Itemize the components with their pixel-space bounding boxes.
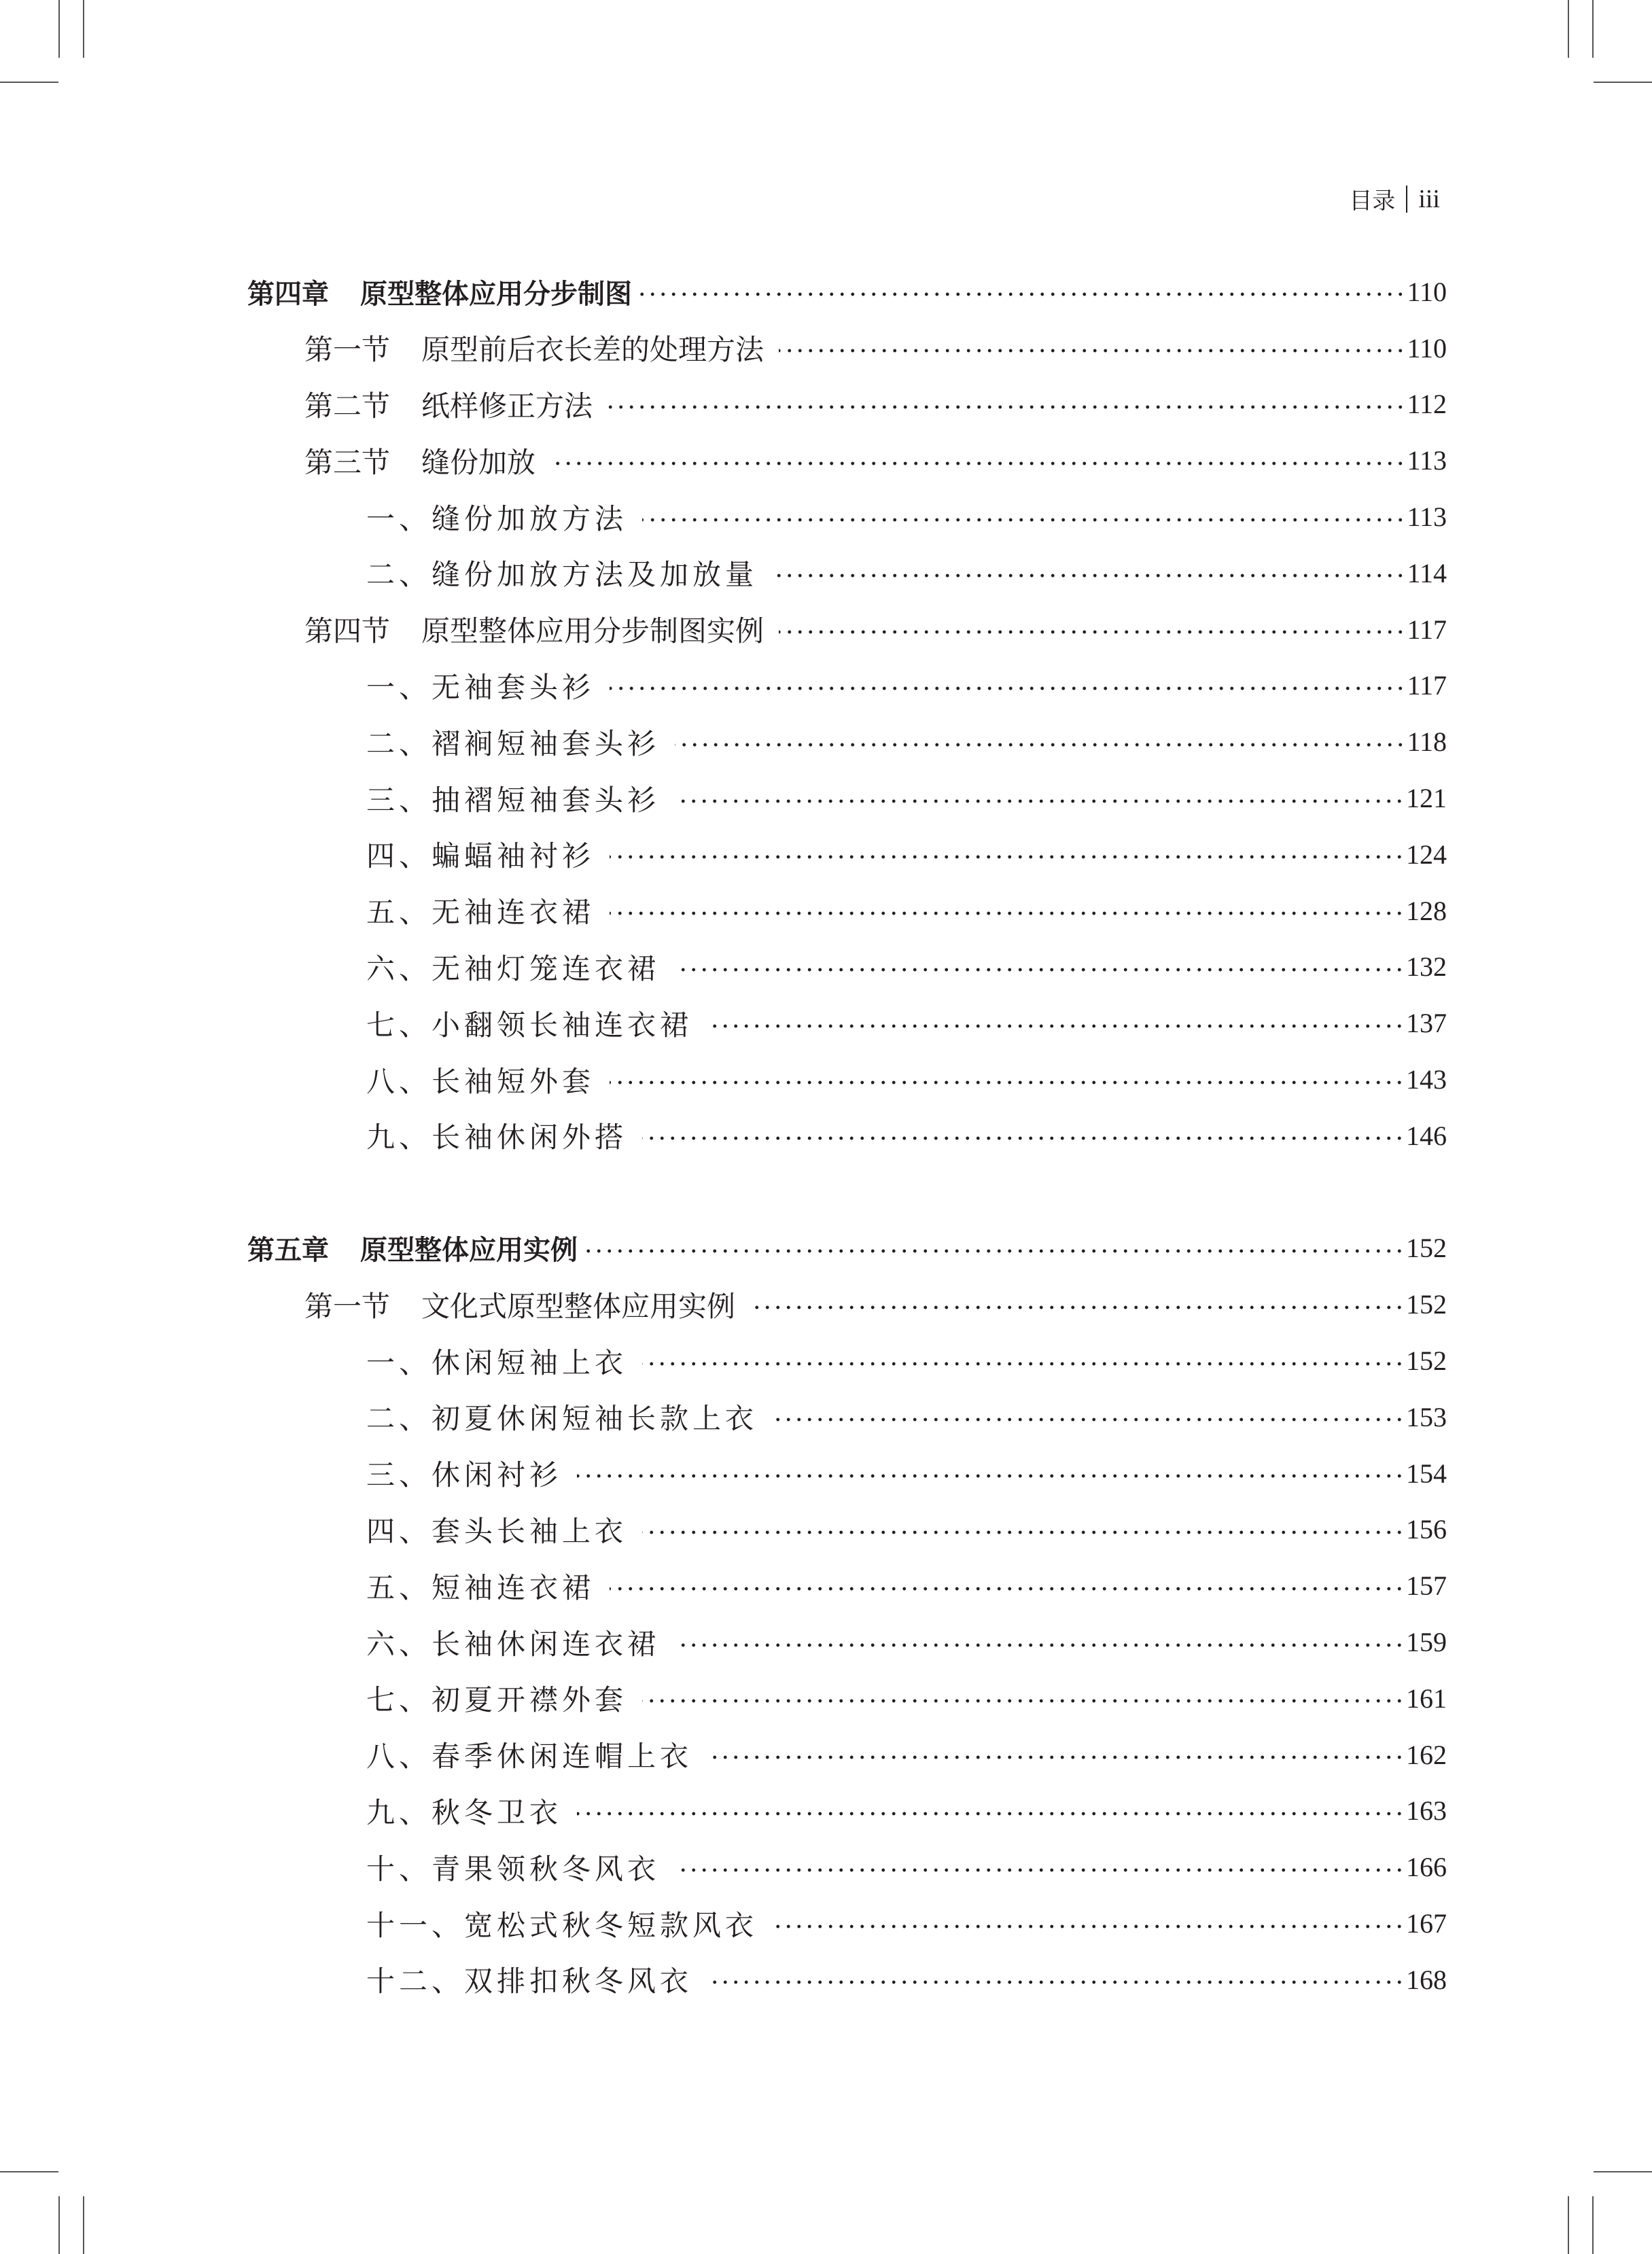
toc-entry-page: 128 — [1406, 895, 1447, 926]
toc-entry-title: 春季休闲连帽上衣 — [432, 1740, 693, 1774]
toc-entry-page: 117 — [1407, 670, 1447, 701]
toc-entry-number: 一、 — [366, 1345, 432, 1379]
toc-entry-page: 157 — [1406, 1570, 1447, 1602]
toc-item-entry[interactable] — [247, 1389, 1447, 1445]
chapter-gap — [247, 1164, 1447, 1220]
toc-entry-number: 三、 — [366, 1458, 432, 1492]
toc-item-entry[interactable] — [247, 1445, 1447, 1502]
dot-leader — [675, 1642, 1405, 1648]
toc-entry-number: 七、 — [366, 1683, 432, 1717]
toc-entry-number: 十、 — [366, 1852, 432, 1886]
toc-item-entry[interactable] — [247, 770, 1447, 826]
toc-entry-title: 缝份加放 — [421, 445, 536, 479]
toc-entry-page: 166 — [1406, 1852, 1447, 1883]
dot-leader — [707, 1979, 1405, 1985]
toc-item-entry[interactable] — [247, 1670, 1447, 1727]
toc-entry-title: 抽褶短袖套头衫 — [432, 783, 661, 817]
toc-entry-number: 二、 — [366, 1402, 432, 1436]
toc-entry-page: 168 — [1406, 1964, 1447, 1995]
toc-entry-number: 七、 — [366, 1008, 432, 1042]
toc-entry-page: 132 — [1406, 951, 1447, 983]
dot-leader — [773, 1924, 1405, 1929]
toc-entry-title: 无袖套头衫 — [432, 670, 595, 704]
toc-entry-number: 五、 — [366, 1570, 432, 1604]
toc-entry-page: 124 — [1406, 839, 1447, 870]
toc-entry-title: 长袖休闲连衣裙 — [432, 1627, 661, 1661]
toc-entry-title: 纸样修正方法 — [421, 389, 593, 423]
toc-entry-number: 六、 — [366, 1627, 432, 1661]
dot-leader — [675, 967, 1405, 972]
toc-item-entry[interactable] — [247, 1333, 1447, 1389]
toc-entry-number: 四、 — [366, 1514, 432, 1548]
toc-entry-page: 159 — [1406, 1627, 1447, 1658]
toc-entry-page: 110 — [1407, 332, 1447, 364]
toc-entry-page: 167 — [1406, 1908, 1447, 1939]
toc-item-entry[interactable] — [247, 1839, 1447, 1895]
toc-entry-number: 十一、 — [366, 1908, 465, 1942]
toc-entry-title: 初夏休闲短袖长款上衣 — [432, 1402, 758, 1436]
toc-entry-page: 118 — [1407, 726, 1447, 758]
toc-entry-title: 青果领秋冬风衣 — [432, 1852, 661, 1886]
toc-entry-page: 121 — [1406, 783, 1447, 814]
dot-leader — [707, 1755, 1405, 1760]
toc-chapter-entry[interactable] — [247, 264, 1447, 320]
toc-entry-number: 十二、 — [366, 1965, 465, 1998]
toc-entry-number: 第四节 — [304, 614, 391, 648]
dot-leader — [608, 404, 1405, 410]
toc-item-entry[interactable] — [247, 658, 1447, 714]
header-divider — [1406, 186, 1407, 213]
dot-leader — [675, 798, 1405, 804]
running-header — [1349, 182, 1440, 215]
toc-section-entry[interactable] — [247, 601, 1447, 658]
dot-leader — [642, 517, 1405, 523]
toc-item-entry[interactable] — [247, 1783, 1447, 1839]
toc-entry-page: 163 — [1406, 1795, 1447, 1827]
toc-entry-page: 113 — [1407, 501, 1447, 533]
dot-leader — [550, 461, 1405, 466]
toc-entry-number: 四、 — [366, 839, 432, 873]
toc-entry-page: 114 — [1407, 557, 1447, 588]
toc-entry-page: 143 — [1406, 1064, 1447, 1095]
dot-leader — [750, 1305, 1405, 1310]
crop-mark — [58, 2196, 60, 2254]
toc-entry-title: 双排扣秋冬风衣 — [464, 1965, 693, 1998]
dot-leader — [610, 854, 1405, 860]
toc-item-entry[interactable] — [247, 939, 1447, 996]
toc-entry-title: 宽松式秋冬短款风衣 — [464, 1908, 758, 1942]
toc-entry-number: 一、 — [366, 501, 432, 535]
crop-mark — [83, 2196, 84, 2254]
crop-mark — [1594, 2171, 1652, 2172]
toc-item-entry[interactable] — [247, 714, 1447, 770]
toc-item-entry[interactable] — [247, 1727, 1447, 1783]
dot-leader — [610, 911, 1405, 916]
table-of-contents — [247, 264, 1447, 2008]
toc-item-entry[interactable] — [247, 995, 1447, 1051]
toc-entry-number: 八、 — [366, 1740, 432, 1774]
toc-entry-number: 第一节 — [304, 1289, 391, 1323]
toc-item-entry[interactable] — [247, 1614, 1447, 1670]
toc-entry-number: 二、 — [366, 726, 432, 760]
toc-item-entry[interactable] — [247, 1557, 1447, 1614]
crop-mark — [0, 2171, 58, 2172]
toc-item-entry[interactable] — [247, 489, 1447, 545]
toc-entry-number: 二、 — [366, 558, 432, 592]
toc-section-entry[interactable] — [247, 376, 1447, 433]
toc-item-entry[interactable] — [247, 545, 1447, 601]
toc-entry-number: 第一节 — [304, 333, 391, 367]
toc-entry-title: 褶裥短袖套头衫 — [432, 726, 661, 760]
toc-entry-number: 八、 — [366, 1064, 432, 1098]
toc-entry-page: 110 — [1407, 276, 1447, 307]
toc-item-entry[interactable] — [247, 1051, 1447, 1108]
toc-entry-title: 小翻领长袖连衣裙 — [432, 1008, 693, 1042]
toc-entry-page: 112 — [1407, 389, 1447, 420]
crop-mark — [0, 82, 58, 83]
dot-leader — [635, 292, 1405, 297]
dot-leader — [773, 573, 1405, 578]
toc-entry-title: 原型整体应用实例 — [360, 1235, 578, 1267]
crop-mark — [1592, 0, 1594, 58]
toc-entry-page: 152 — [1406, 1233, 1447, 1264]
toc-entry-title: 文化式原型整体应用实例 — [421, 1289, 736, 1323]
dot-leader — [773, 1417, 1405, 1422]
crop-mark — [1594, 82, 1652, 83]
toc-entry-number: 第五章 — [247, 1235, 329, 1267]
dot-leader — [610, 686, 1405, 691]
toc-entry-title: 缝份加放方法 — [432, 501, 628, 535]
toc-entry-title: 长袖休闲外搭 — [432, 1121, 628, 1155]
toc-entry-page: 137 — [1406, 1008, 1447, 1039]
crop-mark — [1592, 2196, 1594, 2254]
dot-leader — [577, 1811, 1405, 1816]
toc-entry-number: 一、 — [366, 670, 432, 704]
toc-entry-page: 162 — [1406, 1739, 1447, 1770]
toc-entry-page: 161 — [1406, 1683, 1447, 1714]
dot-leader — [675, 1867, 1405, 1873]
toc-entry-page: 152 — [1406, 1289, 1447, 1320]
header-page-number: iii — [1418, 184, 1440, 213]
dot-leader — [610, 1080, 1405, 1085]
toc-entry-number: 三、 — [366, 783, 432, 817]
header-section-title: 目录 — [1349, 188, 1396, 215]
toc-entry-title: 原型整体应用分步制图 — [360, 278, 632, 310]
toc-entry-title: 无袖灯笼连衣裙 — [432, 951, 661, 985]
toc-entry-page: 117 — [1407, 614, 1447, 645]
toc-item-entry[interactable] — [247, 1108, 1447, 1164]
crop-mark — [58, 0, 60, 58]
toc-entry-page: 154 — [1406, 1458, 1447, 1489]
toc-entry-number: 六、 — [366, 951, 432, 985]
toc-section-entry[interactable] — [247, 1276, 1447, 1333]
dot-leader — [577, 1473, 1405, 1479]
toc-item-entry[interactable] — [247, 1952, 1447, 2008]
toc-entry-title: 套头长袖上衣 — [432, 1514, 628, 1548]
dot-leader — [642, 1361, 1405, 1367]
toc-entry-title: 无袖连衣裙 — [432, 896, 595, 930]
toc-section-entry[interactable] — [247, 320, 1447, 376]
toc-entry-number: 九、 — [366, 1121, 432, 1155]
dot-leader — [642, 1135, 1405, 1141]
toc-chapter-entry[interactable] — [247, 1220, 1447, 1277]
toc-entry-page: 152 — [1406, 1345, 1447, 1377]
toc-entry-number: 第四章 — [247, 278, 329, 310]
dot-leader — [642, 1530, 1405, 1535]
toc-item-entry[interactable] — [247, 826, 1447, 883]
toc-entry-title: 原型前后衣长差的处理方法 — [421, 333, 765, 367]
toc-item-entry[interactable] — [247, 1895, 1447, 1952]
toc-entry-title: 短袖连衣裙 — [432, 1570, 595, 1604]
toc-entry-title: 长袖短外套 — [432, 1064, 595, 1098]
toc-entry-title: 原型整体应用分步制图实例 — [421, 614, 765, 648]
toc-entry-title: 秋冬卫衣 — [432, 1795, 563, 1829]
toc-entry-number: 第三节 — [304, 445, 391, 479]
toc-entry-page: 153 — [1406, 1401, 1447, 1432]
toc-item-entry[interactable] — [247, 883, 1447, 939]
crop-mark — [1568, 0, 1569, 58]
toc-entry-page: 146 — [1406, 1120, 1447, 1151]
dot-leader — [779, 348, 1405, 353]
toc-entry-page: 113 — [1407, 445, 1447, 476]
toc-entry-title: 蝙蝠袖衬衫 — [432, 839, 595, 873]
dot-leader — [707, 1023, 1405, 1029]
dot-leader — [610, 1586, 1405, 1591]
toc-entry-title: 休闲短袖上衣 — [432, 1345, 628, 1379]
crop-mark — [1568, 2196, 1569, 2254]
dot-leader — [580, 1248, 1405, 1254]
dot-leader — [675, 742, 1405, 747]
toc-entry-number: 五、 — [366, 896, 432, 930]
crop-mark — [83, 0, 84, 58]
toc-entry-title: 初夏开襟外套 — [432, 1683, 628, 1717]
toc-entry-number: 第二节 — [304, 389, 391, 423]
toc-entry-page: 156 — [1406, 1514, 1447, 1545]
dot-leader — [642, 1698, 1405, 1704]
toc-entry-title: 休闲衬衫 — [432, 1458, 563, 1492]
dot-leader — [779, 629, 1405, 635]
toc-section-entry[interactable] — [247, 432, 1447, 489]
toc-entry-title: 缝份加放方法及加放量 — [432, 558, 758, 592]
toc-item-entry[interactable] — [247, 1502, 1447, 1558]
toc-entry-number: 九、 — [366, 1795, 432, 1829]
